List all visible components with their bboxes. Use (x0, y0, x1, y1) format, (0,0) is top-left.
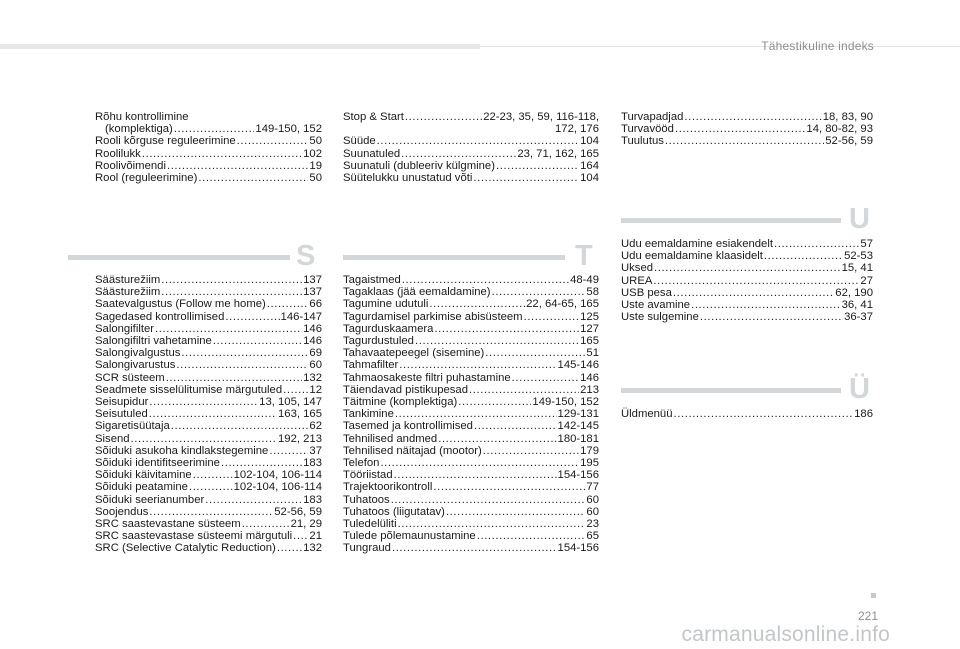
index-entry (95, 530, 322, 542)
section-letter: T (575, 240, 593, 272)
dot-leader (395, 408, 557, 420)
entry-term: Tagurduskaamera (343, 322, 434, 335)
entry-term: Tahmaosakeste filtri puhastamine (343, 371, 511, 384)
entry-term: Täitmine (komplektiga) (343, 396, 458, 409)
entry-pages: 180-181 (557, 432, 599, 445)
entry-pages: 18, 83, 90 (822, 111, 873, 123)
index-entry (343, 347, 599, 359)
dot-leader (524, 311, 580, 323)
entry-pages: 62 (309, 420, 322, 433)
dot-leader (665, 135, 824, 147)
entry-term: Salongifiltri vahetamine (95, 335, 212, 348)
dot-leader (221, 457, 302, 469)
index-entry (621, 311, 873, 323)
dot-leader (434, 323, 579, 335)
entry-term: Tuledelüliti (343, 518, 397, 531)
section-header-u (621, 203, 877, 236)
index-entry (95, 148, 322, 160)
entry-pages: 154-156 (557, 542, 599, 555)
dot-leader (277, 542, 302, 554)
entry-pages: 50 (309, 135, 322, 148)
entry-term: UREA (621, 274, 653, 287)
header-accent-bar (0, 44, 480, 49)
dot-leader (446, 506, 585, 518)
dot-leader (469, 384, 579, 396)
index-entry (621, 111, 873, 123)
entry-pages: 102-104, 106-114 (233, 469, 322, 482)
entry-pages: 51 (586, 347, 599, 360)
dot-leader (483, 445, 579, 457)
dot-leader (161, 286, 302, 298)
entry-pages: 27 (860, 274, 873, 287)
index-entry (621, 123, 873, 135)
index-entry (343, 298, 599, 310)
entry-term: Tööriistad (343, 469, 393, 482)
entry-pages: 142-145 (557, 420, 599, 433)
index-entry (343, 494, 599, 506)
entry-pages: 145-146 (557, 359, 599, 372)
dot-leader (193, 469, 233, 481)
entry-pages: 149-150, 152 (255, 123, 322, 136)
entry-pages: 125 (580, 310, 599, 323)
entry-pages: 179 (580, 444, 599, 457)
entry-pages: 12 (309, 383, 322, 396)
dot-leader (433, 481, 585, 493)
entry-term: Salongifilter (95, 322, 155, 335)
entry-term: Tuhatoos (liigutatav) (343, 505, 445, 518)
index-entry (95, 396, 322, 408)
index-entry (95, 123, 322, 135)
entry-term: SCR süsteem (95, 371, 165, 384)
entry-term: Seisutuled (95, 408, 148, 421)
entry-term: Sagedased kontrollimised (95, 310, 225, 323)
entry-pages: 146 (580, 371, 599, 384)
dot-leader (225, 311, 279, 323)
index-entry (343, 286, 599, 298)
section-header-s (68, 240, 324, 273)
entry-term: Üldmenüü (621, 408, 673, 420)
section-letter: S (296, 240, 316, 272)
index-entry (95, 542, 322, 554)
index-entry (343, 542, 599, 554)
entry-pages: 23 (586, 518, 599, 531)
entry-pages: 52-56, 59 (274, 505, 322, 518)
entry-term: SRC saastevastane süsteem (95, 518, 241, 531)
entry-term: Rooli kõrguse reguleerimine (95, 135, 236, 148)
entry-pages: 21, 29 (290, 518, 322, 531)
index-entry (621, 250, 873, 262)
index-entry (95, 445, 322, 457)
index-list-r (95, 111, 322, 184)
index-list-ue (621, 408, 873, 420)
entry-term: Sõiduki seerianumber (95, 493, 205, 506)
entry-pages: 77 (586, 481, 599, 494)
entry-pages: 183 (303, 493, 322, 506)
dot-leader (166, 372, 302, 384)
entry-term: Tuhatoos (343, 493, 390, 506)
entry-pages: 15, 41 (841, 262, 873, 275)
dot-leader (673, 287, 834, 299)
dot-leader (198, 172, 308, 184)
index-entry (95, 384, 322, 396)
index-entry (95, 135, 322, 147)
index-entry (95, 469, 322, 481)
entry-pages: 132 (303, 542, 322, 555)
index-entry (95, 111, 322, 123)
entry-term: Tankimine (343, 408, 394, 421)
index-entry (343, 518, 599, 530)
index-entry (343, 274, 599, 286)
entry-term: Säästurežiim (95, 286, 161, 299)
entry-pages: 127 (580, 322, 599, 335)
index-entry (95, 160, 322, 172)
entry-term: Suunatuli (dubleeriv külgmine) (343, 159, 495, 172)
entry-term: Tehnilised näitajad (mootor) (343, 444, 482, 457)
entry-pages: 58 (586, 286, 599, 299)
entry-term: Roolivõimendi (95, 159, 166, 172)
entry-term: Stop & Start (343, 111, 404, 123)
entry-pages: 36-37 (844, 311, 873, 324)
entry-pages: 146-147 (280, 310, 322, 323)
dot-leader (474, 420, 557, 432)
dot-leader (458, 396, 531, 408)
entry-pages: 60 (586, 493, 599, 506)
dot-leader (155, 323, 302, 335)
entry-term: Tagumine udutuli (343, 298, 429, 311)
dot-leader (267, 298, 309, 310)
dot-leader (242, 518, 290, 530)
entry-term: Sõiduki asukoha kindlakstegemine (95, 444, 269, 457)
index-entry (343, 311, 599, 323)
index-entry (95, 298, 322, 310)
page-marker (871, 593, 876, 598)
entry-term: Trajektoorikontroll (343, 481, 433, 494)
entry-term: Roolilukk (95, 147, 141, 160)
index-list-u (621, 238, 873, 323)
index-entry (95, 172, 322, 184)
dot-leader (429, 298, 525, 310)
entry-pages: 102 (303, 147, 322, 160)
entry-term: USB pesa (621, 286, 672, 299)
index-entry (95, 518, 322, 530)
entry-pages: 36, 41 (841, 299, 873, 312)
entry-term: Säästurežiim (95, 274, 161, 286)
entry-pages: 23, 71, 162, 165 (517, 147, 599, 160)
dot-leader (473, 172, 579, 184)
dot-leader (213, 335, 302, 347)
index-entry (95, 359, 322, 371)
entry-pages: 22-23, 35, 59, 116-118, (483, 111, 599, 123)
entry-pages: 13, 105, 147 (259, 396, 322, 409)
dot-leader (477, 530, 586, 542)
index-entry (343, 506, 599, 518)
dot-leader (149, 506, 273, 518)
dot-leader (131, 433, 277, 445)
dot-leader (399, 359, 556, 371)
entry-term: Tulede põlemaunustamine (343, 530, 476, 543)
dot-leader (674, 408, 854, 420)
entry-term: Tasemed ja kontrollimised (343, 420, 473, 433)
index-entry (343, 384, 599, 396)
entry-term: Uste sulgemine (621, 311, 699, 324)
dot-leader (283, 384, 308, 396)
entry-pages: 65 (586, 530, 599, 543)
entry-term: Tagurdustuled (343, 335, 414, 348)
entry-pages: 52-56, 59 (825, 135, 873, 148)
section-bar (621, 388, 841, 393)
dot-leader (391, 494, 586, 506)
entry-pages: 104 (580, 172, 599, 185)
entry-pages: 137 (303, 274, 322, 286)
dot-leader (377, 135, 579, 147)
entry-pages: 129-131 (557, 408, 599, 421)
index-entry (621, 408, 873, 420)
index-entry (343, 481, 599, 493)
entry-term: Sõiduki käivitamine (95, 469, 192, 482)
section-header-t (343, 240, 599, 273)
header-rule (480, 46, 960, 47)
entry-term: Salongivalgustus (95, 347, 181, 360)
entry-term: Tungraud (343, 542, 391, 555)
entry-term: SRC (Selective Catalytic Reduction) (95, 542, 276, 555)
entry-pages: 21 (309, 530, 322, 543)
entry-term: (komplektiga) (105, 123, 173, 136)
entry-term: Tagaistmed (343, 274, 401, 286)
index-entry (95, 481, 322, 493)
entry-term: Seadmete sisselülitumise märgutuled (95, 383, 283, 396)
index-entry (343, 372, 599, 384)
entry-term: Tahmafilter (343, 359, 399, 372)
index-entry (621, 299, 873, 311)
dot-leader (398, 518, 586, 530)
entry-pages: 60 (586, 505, 599, 518)
entry-term: Tagurdamisel parkimise abisüsteem (343, 310, 523, 323)
index-list-t (343, 274, 599, 555)
entry-term: Rõhu kontrollimine (95, 111, 189, 123)
entry-pages: 195 (580, 457, 599, 470)
entry-pages: 146 (303, 322, 322, 335)
index-entry (621, 238, 873, 250)
entry-pages: 149-150, 152 (532, 396, 599, 409)
index-list-s-cont (343, 111, 599, 184)
index-entry (343, 457, 599, 469)
dot-leader (293, 530, 308, 542)
section-bar (343, 255, 565, 260)
entry-term: Tuulutus (621, 135, 664, 148)
section-header-ue (621, 373, 877, 406)
index-entry (95, 372, 322, 384)
dot-leader (654, 262, 841, 274)
dot-leader (764, 250, 843, 262)
entry-pages: 66 (309, 298, 322, 311)
page-title: Tähestikuline indeks (761, 39, 874, 53)
dot-leader (181, 347, 308, 359)
entry-pages: 102-104, 106-114 (233, 481, 322, 494)
entry-pages: 165 (580, 335, 599, 348)
dot-leader (684, 111, 821, 123)
index-entry (621, 262, 873, 274)
index-entry (95, 286, 322, 298)
entry-term: Rool (reguleerimine) (95, 172, 198, 185)
entry-pages: 164 (580, 159, 599, 172)
dot-leader (167, 160, 308, 172)
entry-pages: 48-49 (570, 274, 599, 286)
entry-term: Sigaretisüütaja (95, 420, 170, 433)
index-entry (343, 530, 599, 542)
dot-leader (171, 420, 309, 432)
entry-pages: 69 (309, 347, 322, 360)
entry-pages: 146 (303, 335, 322, 348)
dot-leader (653, 275, 859, 287)
index-entry (95, 274, 322, 286)
entry-term: Soojendus (95, 505, 149, 518)
dot-leader (189, 481, 233, 493)
index-entry (343, 396, 599, 408)
entry-term: Sõiduki identifitseerimine (95, 457, 220, 470)
entry-pages: 19 (309, 159, 322, 172)
entry-term: SRC saastevastase süsteemi märgutuli (95, 530, 293, 543)
section-letter: U (849, 203, 870, 235)
dot-leader (394, 469, 557, 481)
index-entry (95, 408, 322, 420)
dot-leader (174, 123, 255, 135)
dot-leader (149, 396, 258, 408)
index-entry (343, 160, 599, 172)
dot-leader (512, 372, 579, 384)
entry-pages: 50 (309, 172, 322, 185)
entry-term: Täiendavad pistikupesad (343, 383, 468, 396)
section-bar (68, 255, 290, 260)
entry-pages: 104 (580, 135, 599, 148)
dot-leader (485, 347, 585, 359)
index-entry (343, 433, 599, 445)
dot-leader (392, 542, 557, 554)
entry-pages: 57 (860, 238, 873, 250)
index-entry (343, 148, 599, 160)
index-list-s (95, 274, 322, 555)
entry-pages: 60 (309, 359, 322, 372)
entry-pages: 154-156 (557, 469, 599, 482)
index-entry (95, 347, 322, 359)
dot-leader (205, 494, 302, 506)
entry-pages: 22, 64-65, 165 (526, 298, 599, 311)
index-entry (95, 506, 322, 518)
dot-leader (161, 274, 302, 286)
index-entry (95, 335, 322, 347)
entry-term: Uste avamine (621, 299, 691, 312)
entry-term: Telefon (343, 457, 380, 470)
index-entry (343, 323, 599, 335)
index-entry (95, 457, 322, 469)
entry-term: Turvapadjad (621, 111, 684, 123)
dot-leader (269, 445, 308, 457)
index-entry (621, 135, 873, 147)
index-entry (95, 433, 322, 445)
index-entry (95, 494, 322, 506)
dot-leader (675, 123, 805, 135)
dot-leader (237, 135, 309, 147)
entry-term: Süütelukku unustatud võti (343, 172, 473, 185)
dot-leader (774, 238, 859, 250)
section-letter: Ü (849, 373, 870, 405)
entry-pages: 52-53 (844, 250, 873, 263)
index-entry (343, 172, 599, 184)
entry-term: Tehnilised andmed (343, 432, 438, 445)
entry-pages: 192, 213 (278, 432, 322, 445)
dot-leader (496, 160, 579, 172)
index-entry (95, 311, 322, 323)
dot-leader (700, 311, 843, 323)
dot-leader (405, 111, 482, 123)
entry-term: Udu eemaldamine esiakendelt (621, 238, 773, 250)
entry-pages: 37 (309, 444, 322, 457)
index-list-t-cont (621, 111, 873, 148)
dot-leader (142, 148, 302, 160)
index-entry (343, 359, 599, 371)
entry-pages: 137 (303, 286, 322, 299)
entry-term: Saatevalgustus (Follow me home) (95, 298, 266, 311)
entry-pages: 213 (580, 383, 599, 396)
entry-term: Udu eemaldamine klaasidelt (621, 250, 763, 263)
entry-pages: 62, 190 (835, 286, 873, 299)
dot-leader (401, 148, 516, 160)
dot-leader (691, 299, 841, 311)
entry-term: Seisupidur (95, 396, 149, 409)
dot-leader (402, 274, 569, 286)
entry-pages: 163, 165 (278, 408, 322, 421)
index-entry (621, 275, 873, 287)
dot-leader (492, 286, 586, 298)
entry-term: Suunatuled (343, 147, 401, 160)
entry-term: Sõiduki peatamine (95, 481, 188, 494)
watermark: carmanualsonline.info (681, 623, 890, 646)
dot-leader (415, 335, 579, 347)
entry-term: Turvavööd (621, 123, 674, 136)
index-entry (343, 445, 599, 457)
dot-leader (176, 359, 308, 371)
index-entry (343, 469, 599, 481)
index-entry (343, 135, 599, 147)
entry-pages-continued: 172, 176 (555, 123, 599, 136)
index-entry (343, 420, 599, 432)
entry-pages: 14, 80-82, 93 (806, 123, 873, 136)
entry-term: Salongivarustus (95, 359, 176, 372)
entry-term: Sisend (95, 432, 130, 445)
entry-pages: 186 (854, 408, 873, 420)
entry-term: Tagaklaas (jää eemaldamine) (343, 286, 491, 299)
index-entry (621, 287, 873, 299)
entry-term: Uksed (621, 262, 654, 275)
entry-term: Tahavaatepeegel (sisemine) (343, 347, 485, 360)
index-entry (95, 323, 322, 335)
section-bar (621, 218, 841, 223)
dot-leader (438, 433, 556, 445)
entry-pages: 183 (303, 457, 322, 470)
dot-leader (149, 408, 277, 420)
entry-term: Süüde (343, 135, 376, 148)
page-number: 221 (857, 609, 878, 623)
index-entry (343, 111, 599, 123)
index-entry (95, 420, 322, 432)
index-entry (343, 408, 599, 420)
dot-leader (380, 457, 579, 469)
entry-pages: 132 (303, 371, 322, 384)
index-entry (343, 335, 599, 347)
